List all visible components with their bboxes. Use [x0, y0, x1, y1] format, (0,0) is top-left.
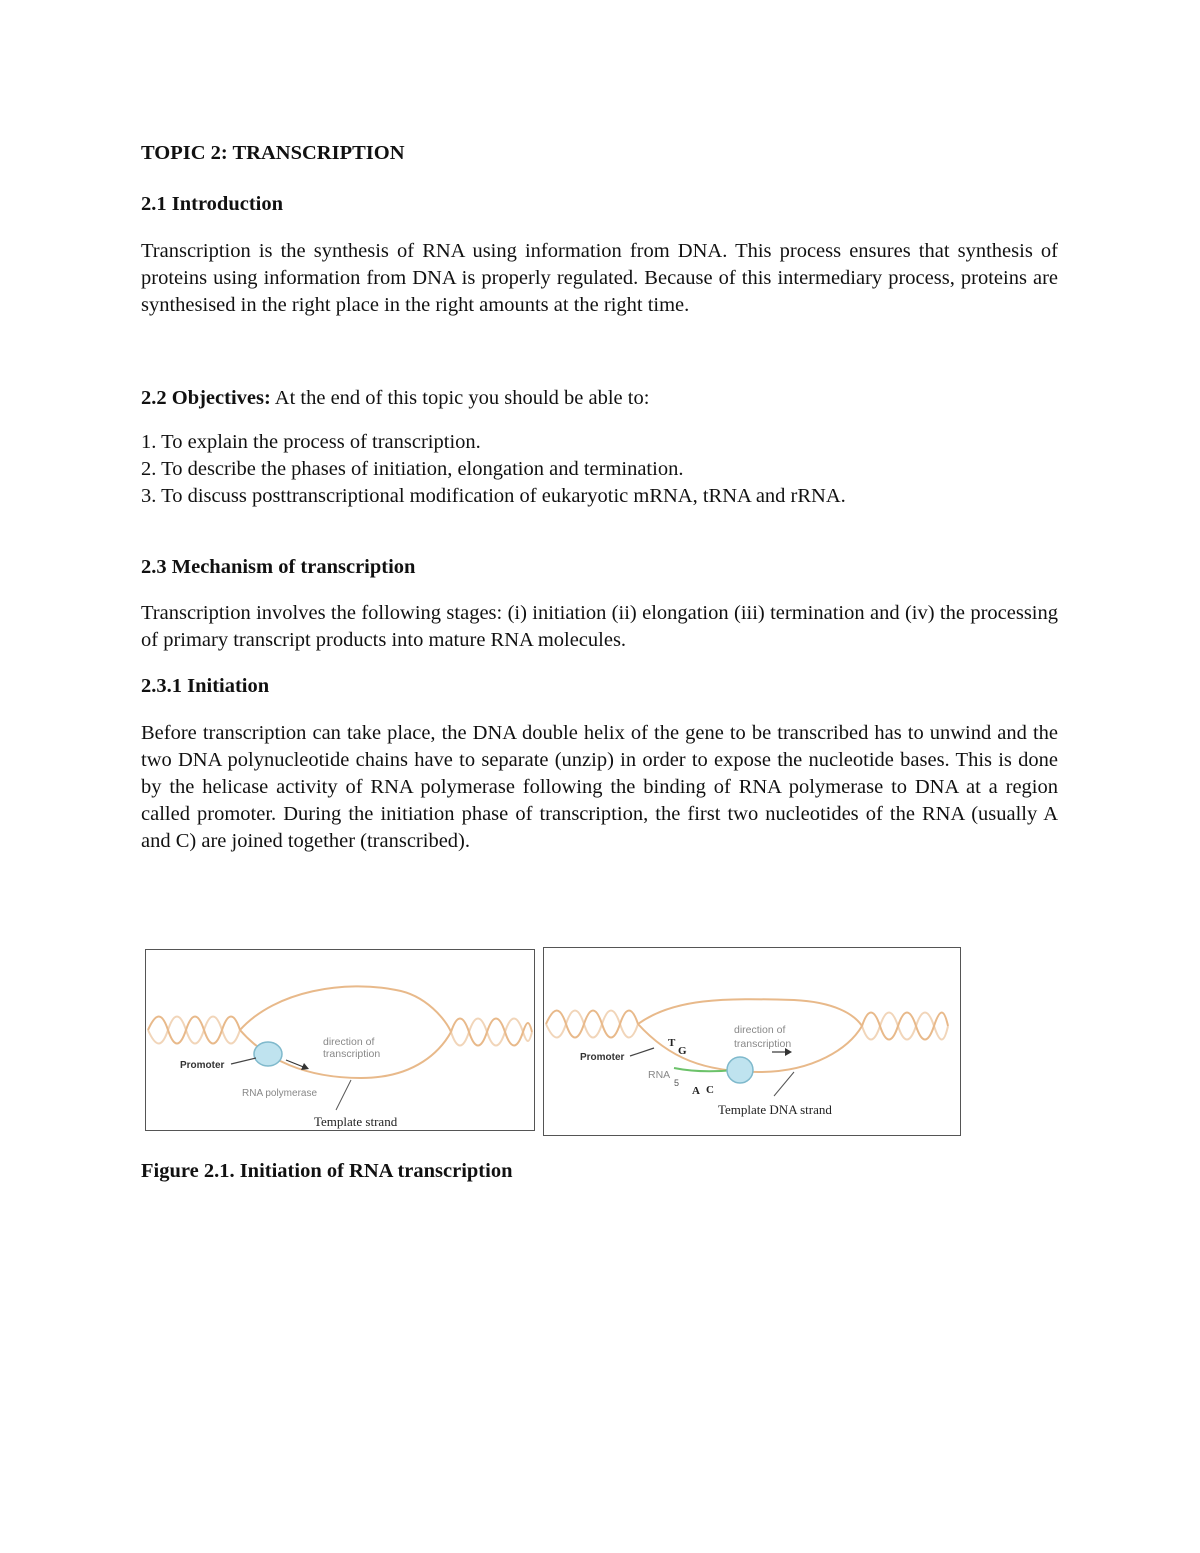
initiation-diagram-1 — [146, 950, 534, 1130]
c-nucleotide-label: C — [706, 1084, 714, 1096]
mechanism-heading: 2.3 Mechanism of transcription — [141, 556, 416, 578]
promoter-pointer — [630, 1048, 654, 1056]
coding-strand-bubble — [638, 999, 862, 1026]
initiation-heading: 2.3.1 Initiation — [141, 675, 270, 697]
intro-heading: 2.1 Introduction — [141, 193, 284, 215]
objectives-lead: At the end of this topic you should be able to: — [270, 387, 650, 409]
direction-label-line1: direction of — [734, 1024, 786, 1036]
a-nucleotide-label: A — [692, 1085, 700, 1097]
objectives-line — [141, 385, 1058, 412]
template-dna-strand-label: Template DNA strand — [718, 1102, 832, 1117]
direction-label-line1: direction of — [323, 1036, 375, 1048]
promoter-label: Promoter — [580, 1052, 625, 1063]
figure-panel-2 — [543, 947, 961, 1136]
rna-polymerase-shape — [254, 1042, 282, 1066]
figure-panels — [145, 947, 962, 1137]
coding-strand-bubble — [240, 986, 451, 1032]
g-nucleotide-label: G — [678, 1045, 687, 1057]
figure-panel-1 — [145, 949, 535, 1131]
five-prime-label: 5 — [674, 1078, 680, 1088]
mechanism-paragraph: Transcription involves the following stages: (i) initiation (ii) elongation (iii) termination and (iv) the processing of primary transcript products into mature RNA molecules. — [141, 602, 1058, 651]
intro-paragraph: Transcription is the synthesis of RNA using information from DNA. This process ensures that synthesis of proteins using information from DNA is properly regulated. Because of this intermediary process, proteins are synthesised in the right place in the right amounts at the right time. — [141, 240, 1058, 316]
template-pointer — [774, 1072, 794, 1096]
objective-item: 1. To explain the process of transcription. — [141, 431, 481, 453]
objective-item: 2. To describe the phases of initiation, elongation and termination. — [141, 458, 684, 480]
document-page — [141, 140, 1058, 855]
rna-polymerase-shape — [727, 1057, 753, 1083]
rna-label: RNA — [648, 1069, 671, 1081]
template-pointer — [336, 1080, 351, 1110]
direction-label-line2: transcription — [734, 1038, 792, 1050]
initiation-paragraph: Before transcription can take place, the DNA double helix of the gene to be transcribed has to unwind and the two DNA polynucleotide chains have to separate (unzip) in order to expose the nucleotide bases. This is done by the helicase activity of RNA polymerase following the binding of RNA polymerase to DNA at a region called promoter. During the initiation phase of transcription, the first two nucleotides of the RNA (usually A and C) are joined together (transcribed). — [141, 722, 1058, 852]
promoter-pointer — [231, 1058, 256, 1064]
page-title: TOPIC 2: TRANSCRIPTION — [141, 142, 405, 164]
objectives-list — [141, 429, 1058, 510]
template-strand-label: Template strand — [314, 1114, 398, 1129]
promoter-label: Promoter — [180, 1060, 225, 1071]
objective-item: 3. To discuss posttranscriptional modification of eukaryotic mRNA, tRNA and rRNA. — [141, 485, 846, 507]
initiation-diagram-2 — [544, 948, 960, 1135]
direction-label-line2: transcription — [323, 1048, 381, 1060]
rna-polymerase-label: RNA polymerase — [242, 1088, 318, 1099]
t-nucleotide-label: T — [668, 1037, 676, 1049]
objectives-label: 2.2 Objectives: — [141, 387, 271, 409]
figure-caption: Figure 2.1. Initiation of RNA transcription — [141, 1160, 513, 1182]
